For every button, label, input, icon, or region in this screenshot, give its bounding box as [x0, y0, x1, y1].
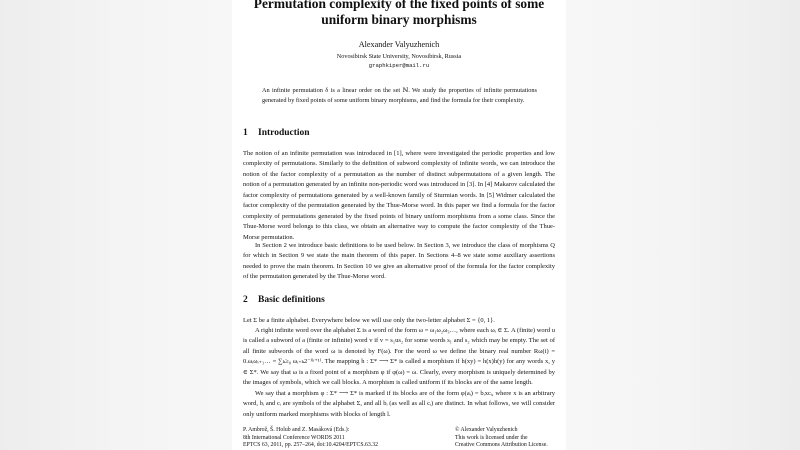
footer-editors: P. Ambrož, Š. Holub and Z. Masáková (Eds.):	[243, 427, 350, 433]
footer-doi: EPTCS 63, 2011, pp. 257–264, doi:10.4204/EPTCS.63.32	[243, 442, 379, 449]
footer-license-name: Creative Commons Attribution License.	[455, 442, 548, 449]
definitions-paragraph-1: Let Σ be a finite alphabet. Everywhere below we will use only the two-letter alphabet Σ = {0, 1}.	[243, 317, 495, 324]
section-number: 2	[243, 295, 248, 305]
author-email: graphkiper@mail.ru	[368, 62, 430, 69]
definitions-paragraph-2: A right infinite word over the alphabet Σ is a word of the form ω = ω₁ω₂ω₃…, where each ωᵢ ∈ Σ. A (finite) word u is called a subword of a (finite or infinite) word v if v = s₁us₂ for some words s₁ and s₂ which may be empty. The set of all finite subwords of the word ω is denoted by F(ω). For the word ω we define the binary real number Rω(i) = 0.ωᵢωᵢ₊₁… = ∑ₖ≥₀ ωᵢ₊ₖ2⁻⁽ᵏ⁺¹⁾. The mapping h : Σ* ⟶ Σ* is called a morphism if h(xy) = h(x)h(y) for any words x, y ∈ Σ*. We say that ω is a fixed point of a morphism φ if φ(ω) = ω. Clearly, every morphism is uniquely determined by the images of symbols, which we call blocks. A morphism is called uniform if its blocks are of the same length.	[243, 327, 555, 387]
intro-paragraph-2: In Section 2 we introduce basic definitions to be used below. In Section 3, we introduce the class of morphisms Q for which in Section 9 we state the main theorem of this paper. In Sections 4–8 we state some auxiliary assertions needed to prove the main theorem. In Section 10 we give an alternative proof of the formula for the factor complexity of the permutation generated by the Thue-Morse word.	[243, 242, 555, 281]
section-number: 1	[243, 128, 248, 138]
author-name: Alexander Valyuzhenich	[358, 40, 440, 49]
abstract: An infinite permutation δ is a linear order on the set ℕ. We study the properties of infinite permutations generated by fixed points of some uniform binary morphisms, and find the formula for their complexity.	[262, 87, 537, 104]
section-title: Introduction	[258, 128, 310, 138]
definitions-paragraph-3: We say that a morphism φ : Σ* ⟶ Σ* is marked if its blocks are of the form φ(aᵢ) = bᵢxcᵢ, where x is an arbitrary word, bᵢ and cᵢ are symbols of the alphabet Σ, and all bᵢ (as well as all cᵢ) are distinct. In what follows, we will consider only uniform marked morphisms with blocks of length l.	[243, 390, 555, 418]
footer-conference: 8th International Conference WORDS 2011	[243, 434, 345, 441]
author-affiliation: Novosibirsk State University, Novosibirsk, Russia	[336, 53, 462, 60]
section-heading-basic-definitions	[243, 295, 325, 306]
footer-license	[455, 427, 565, 450]
section-heading-introduction	[243, 128, 310, 139]
paper-page	[232, 0, 566, 450]
footer-publication-info	[243, 427, 423, 450]
footer-copyright: © Alexander Valyuzhenich	[455, 427, 518, 433]
footer-license-line: This work is licensed under the	[455, 434, 528, 441]
section-title: Basic definitions	[258, 295, 325, 305]
paper-title: Permutation complexity of the fixed points of some uniform binary morphisms	[253, 0, 545, 27]
intro-paragraph-1: The notion of an infinite permutation was introduced in [1], where were investigated the periodic properties and low complexity of permutations. Similarly to the definition of subword complexity of infinite words, we can introduce the notion of the factor complexity of a permutation as the number of distinct subpermutations of a given length. The notion of a permutation generated by an infinite non-periodic word was introduced in [3]. In [4] Makarov calculated the factor complexity of permutations generated by a well-known family of Sturmian words. In [5] Widmer calculated the factor complexity of the permutation generated by the Thue-Morse word. In this paper we find a formula for the factor complexity of permutations generated by the fixed points of binary uniform morphisms from a some class. Since the Thue-Morse word belongs to this class, we obtain an alternative way to compute the factor complexity of the Thue-Morse permutation.	[243, 150, 555, 241]
